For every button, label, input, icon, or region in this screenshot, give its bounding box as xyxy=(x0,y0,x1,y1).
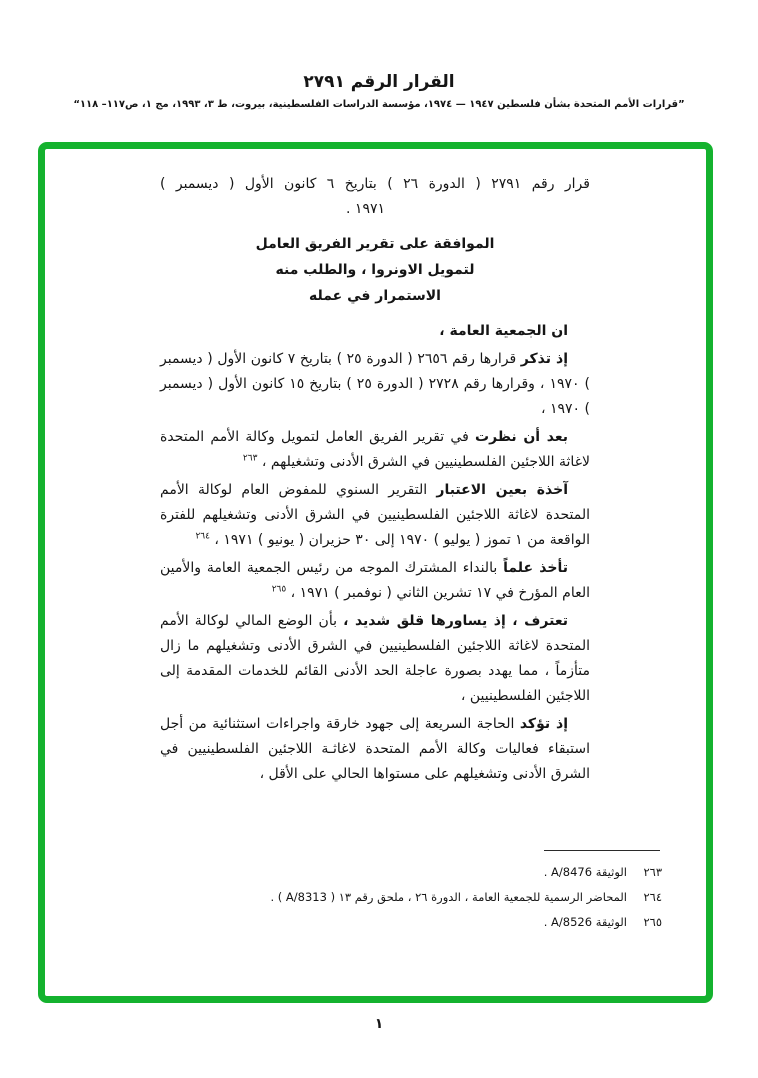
footnote-number: ٢٦٤ xyxy=(643,890,662,904)
paragraph-lead: بعد أن نظرت xyxy=(475,429,568,445)
page-title: القرار الرقم ٢٧٩١ xyxy=(303,72,455,92)
paragraph xyxy=(160,712,590,787)
intro-line-2: ١٩٧١ . xyxy=(346,201,385,217)
footnote-reference: ٢٦٥ xyxy=(271,584,287,595)
footnote-area xyxy=(270,850,662,935)
heading-line: الاستمرار في عمله xyxy=(309,288,441,304)
footnote-reference: ٢٦٤ xyxy=(195,531,210,542)
intro-line-1: قرار رقم ٢٧٩١ ( الدورة ٢٦ ) بتاريخ ٦ كانون الأول ( ديسمبر ) xyxy=(160,176,590,192)
paragraph xyxy=(160,347,590,422)
footnote-reference: ٢٦٣ xyxy=(242,453,258,464)
paragraph-text: بأن الوضع المالي لوكالة الأمم المتحدة لاغاثة اللاجئين الفلسطينيين في الشرق الأدنى وتشغيلهم ما زال متأزماً ، مما يهدد بصورة عاجلة الحد الأدنى القائم للخدمات المقدمة إلى اللاجئين الفلسطينيين ، xyxy=(160,613,590,704)
resolution-paragraphs xyxy=(160,319,590,787)
paragraph xyxy=(160,319,590,344)
paragraph xyxy=(160,556,590,606)
footnote-text: المحاضر الرسمية للجمعية العامة ، الدورة ٢٦ ، ملحق رقم ١٣ ( A/8313 ) . xyxy=(270,890,627,904)
footnote-row xyxy=(270,860,662,885)
paragraph xyxy=(160,478,590,553)
paragraph-text: الحاجة السريعة إلى جهود خارقة واجراءات استثنائية من أجل استبقاء فعاليات وكالة الأمم المتحدة لاغاثـة اللاجئين الفلسطينيين في الشرق الأدنى وتشغيلهم على مستواها الحالي على الأقل ، xyxy=(160,716,590,782)
footnote-number: ٢٦٥ xyxy=(643,915,662,929)
paragraph-lead: تأخذ علماً xyxy=(503,560,568,576)
footnote-row xyxy=(270,910,662,935)
source-citation: ”قرارات الأمم المتحدة بشأن فلسطين ١٩٤٧ — ١٩٧٤، مؤسسة الدراسات الفلسطينية، بيروت، ط ٣، ١٩٩٣، مج ١، ص١١٧– ١١٨“ xyxy=(73,99,685,110)
document-header xyxy=(0,72,758,110)
resolution-heading xyxy=(160,231,590,309)
paragraph xyxy=(160,609,590,709)
paragraph-text: التقرير السنوي للمفوض العام لوكالة الأمم المتحدة لاغاثة اللاجئين الفلسطينيين في الشرق الأدنى وتشغيلهم للفترة الواقعة من ١ تموز ( يوليو ) ١٩٧٠ إلى ٣٠ حزيران ( يونيو ) ١٩٧١ ، xyxy=(160,482,590,548)
paragraph-lead: إذ تذكر xyxy=(520,351,568,367)
footnote-text: الوثيقة A/8476 . xyxy=(543,865,627,879)
paragraph-lead: إذ تؤكد xyxy=(519,716,568,732)
heading-line: الموافقة على تقرير الفريق العامل xyxy=(255,236,495,252)
footnote-number: ٢٦٣ xyxy=(643,865,662,879)
paragraph-text: قرارها رقم ٢٦٥٦ ( الدورة ٢٥ ) بتاريخ ٧ كانون الأول ( ديسمبر ) ١٩٧٠ ، وقرارها رقم ٢٧٢٨ ( الدورة ٢٥ ) بتاريخ ١٥ كانون الأول ( ديسمبر ) ١٩٧٠ ، xyxy=(160,351,590,417)
resolution-body xyxy=(160,172,590,790)
resolution-intro xyxy=(160,172,590,222)
paragraph-text: في تقرير الفريق العامل لتمويل وكالة الأمم المتحدة لاغاثة اللاجئين الفلسطينيين في الشرق الأدنى وتشغيلهم ، xyxy=(160,429,590,470)
paragraph-lead: آخذة بعين الاعتبار xyxy=(436,482,568,498)
footnote-row xyxy=(270,885,662,910)
page-number: ١ xyxy=(374,1016,384,1032)
footnote-divider xyxy=(544,850,660,851)
resolution-frame xyxy=(38,142,713,1003)
heading-line: لتمويل الاونروا ، والطلب منه xyxy=(275,262,475,278)
footnote-list xyxy=(270,860,662,935)
paragraph-text: بالنداء المشترك الموجه من رئيس الجمعية العامة والأمين العام المؤرخ في ١٧ تشرين الثاني ( نوفمبر ) ١٩٧١ ، xyxy=(160,560,590,601)
paragraph-lead: ان الجمعية العامة ، xyxy=(439,323,568,339)
paragraph xyxy=(160,425,590,475)
paragraph-lead: تعترف ، إذ يساورها قلق شديد ، xyxy=(343,613,568,629)
footnote-text: الوثيقة A/8526 . xyxy=(543,915,627,929)
